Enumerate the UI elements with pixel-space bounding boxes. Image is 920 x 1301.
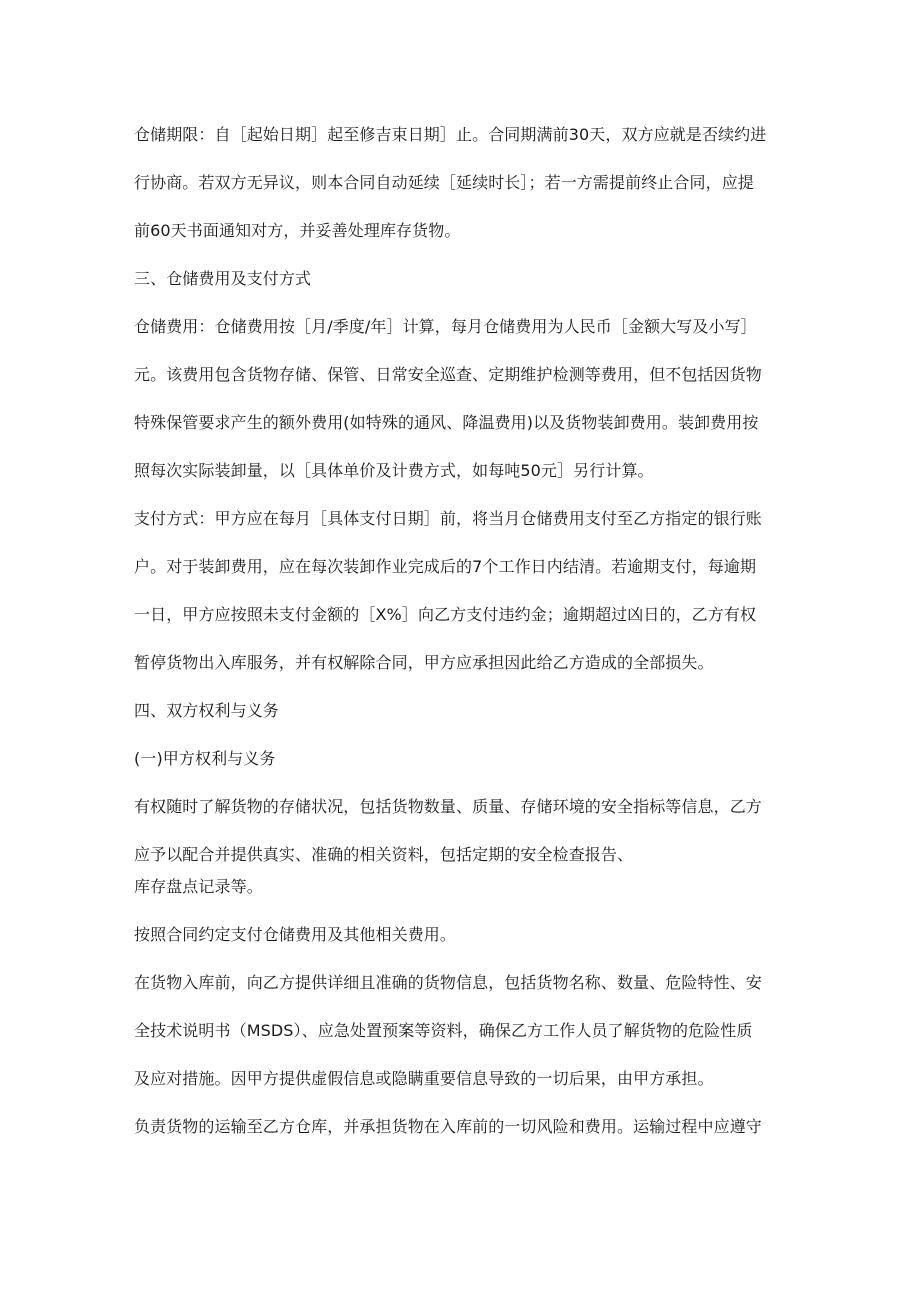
text-line: 及应对措施。因甲方提供虚假信息或隐瞒重要信息导致的一切后果，由甲方承担。 — [134, 1069, 714, 1088]
section-heading: 三、仓储费用及支付方式 — [134, 269, 312, 288]
text-line: 负责货物的运输至乙方仓库，并承担货物在入库前的一切风险和费用。运输过程中应遵守 — [134, 1117, 762, 1136]
text-line: 按照合同约定支付仓储费用及其他相关费用。 — [134, 925, 457, 944]
text-line: 在货物入库前，向乙方提供详细且准确的货物信息，包括货物名称、数量、危险特性、安 — [134, 973, 762, 992]
text-line: 库存盘点记录等。 — [134, 877, 263, 896]
text-line: 特殊保管要求产生的额外费用(如特殊的通风、降温费用)以及货物装卸费用。装卸费用按 — [134, 413, 759, 432]
text-line: 行协商。若双方无异议，则本合同自动延续［延续时长］；若一方需提前终止合同，应提 — [134, 173, 754, 192]
text-line: 照每次实际装卸量，以［具体单价及计费方式，如每吨50元］另行计算。 — [134, 461, 654, 480]
text-line: 元。该费用包含货物存储、保管、日常安全巡查、定期维护检测等费用，但不包括因货物 — [134, 365, 762, 384]
text-line: 前60天书面通知对方，并妥善处理库存货物。 — [134, 221, 461, 240]
text-line: 仓储费用：仓储费用按［月/季度/年］计算，每月仓储费用为人民币［金额大写及小写］ — [134, 317, 757, 336]
text-line: 有权随时了解货物的存储状况，包括货物数量、质量、存储环境的安全指标等信息，乙方 — [134, 797, 762, 816]
text-line: 仓储期限：自［起始日期］起至修吉束日期］止。合同期满前30天，双方应就是否续约进 — [134, 125, 767, 144]
text-line: 全技术说明书（MSDS）、应急处置预案等资料，确保乙方工作人员了解货物的危险性质 — [134, 1021, 753, 1040]
text-line: 支付方式：甲方应在每月［具体支付日期］前，将当月仓储费用支付至乙方指定的银行账 — [134, 509, 762, 528]
subsection-heading: (一)甲方权利与义务 — [134, 749, 276, 768]
text-line: 一日，甲方应按照未支付金额的［X%］向乙方支付违约金；逾期超过凶日的，乙方有权 — [134, 605, 757, 624]
section-heading: 四、双方权利与义务 — [134, 701, 279, 720]
text-line: 暂停货物出入库服务，并有权解除合同，甲方应承担因此给乙方造成的全部损失。 — [134, 653, 714, 672]
text-line: 户。对于装卸费用，应在每次装卸作业完成后的7个工作日内结清。若逾期支付，每逾期 — [134, 557, 757, 576]
text-line: 应予以配合并提供真实、准确的相关资料，包括定期的安全检查报告、 — [134, 845, 634, 864]
